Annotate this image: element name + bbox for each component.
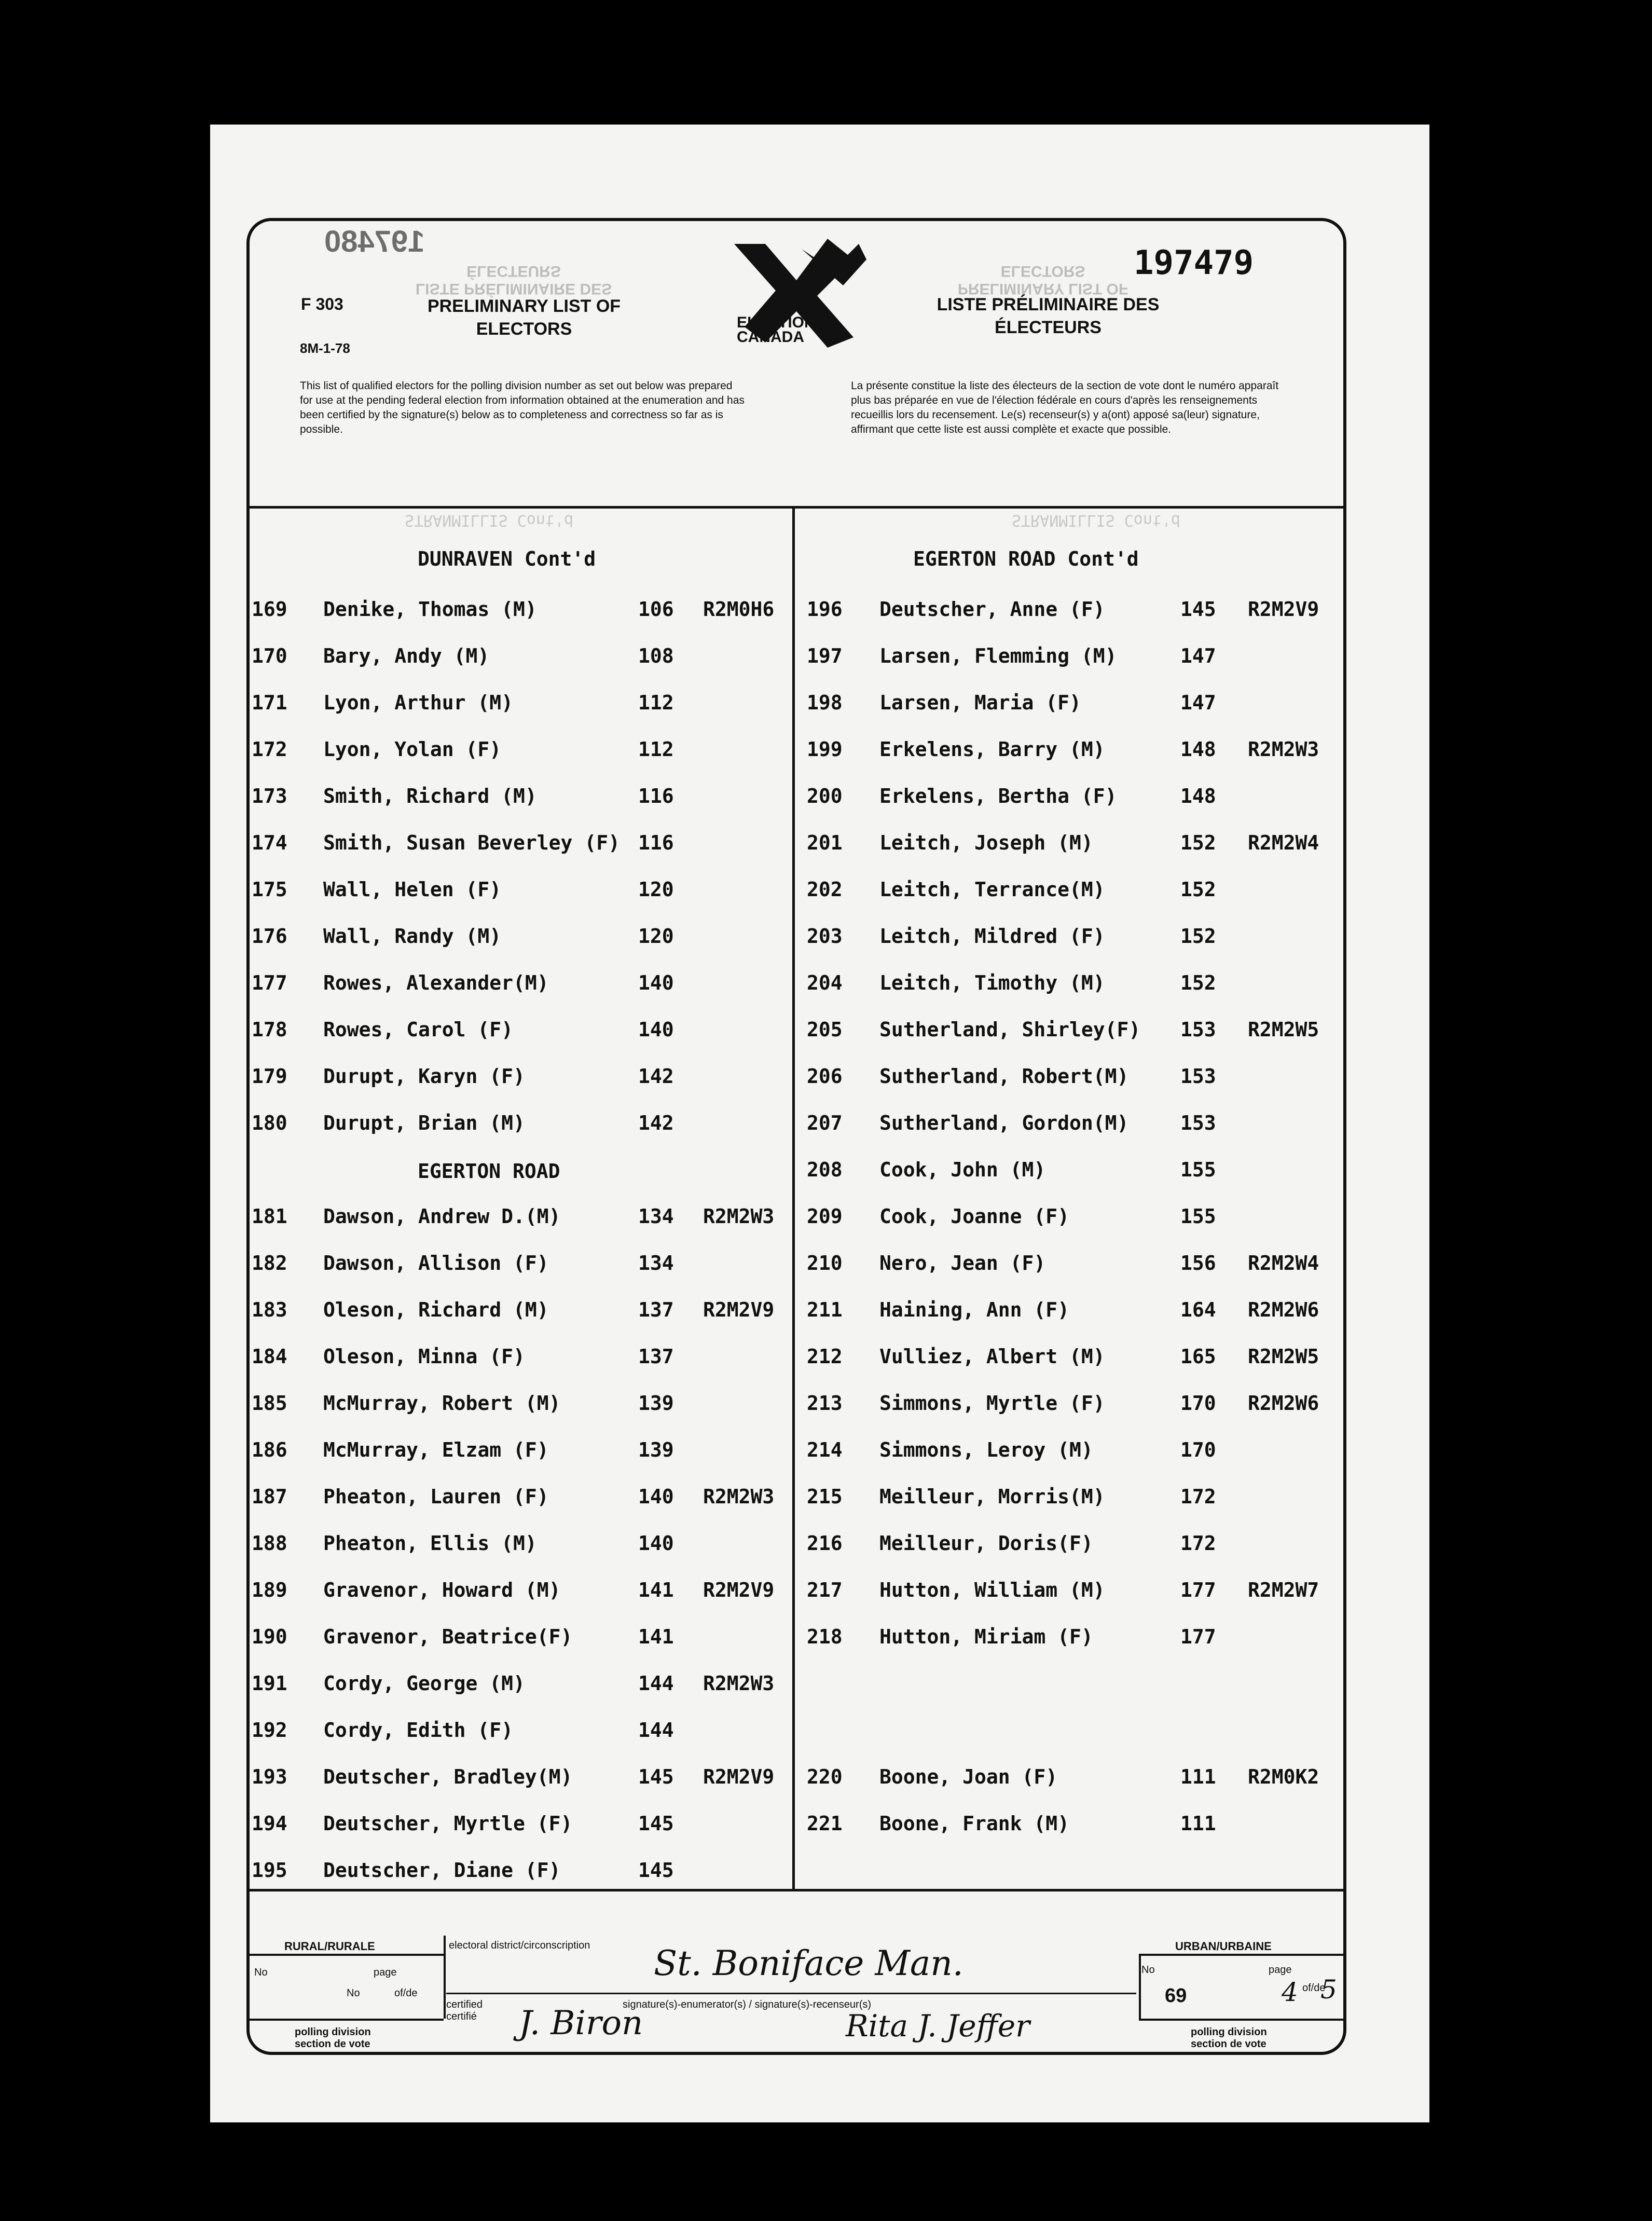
table-row bbox=[807, 585, 1341, 632]
footer-box-right-side bbox=[1139, 1954, 1141, 2019]
elector-number: 191 bbox=[252, 1672, 287, 1695]
postal-code: R2M2V9 bbox=[703, 1298, 775, 1321]
district-label: electoral district/circonscription bbox=[449, 1940, 590, 1951]
elector-number: 176 bbox=[252, 925, 287, 948]
elector-number: 220 bbox=[807, 1765, 843, 1788]
no-label-2: No bbox=[347, 1987, 360, 1999]
elector-name: Gravenor, Howard (M) bbox=[323, 1579, 561, 1601]
polling-number: 69 bbox=[1165, 1985, 1187, 2007]
elector-number: 183 bbox=[252, 1298, 287, 1321]
elector-number: 189 bbox=[252, 1579, 287, 1601]
title-en: PRELIMINARY LIST OF ELECTORS bbox=[427, 296, 621, 339]
street-number: 164 bbox=[1180, 1298, 1216, 1321]
street-number: 134 bbox=[638, 1205, 674, 1228]
postal-code: R2M2V9 bbox=[703, 1765, 775, 1788]
street-number: 140 bbox=[638, 971, 674, 994]
street-number: 112 bbox=[638, 738, 674, 761]
table-row bbox=[807, 819, 1341, 866]
table-row bbox=[252, 1800, 791, 1846]
ghost-section-right: STRANMILLIS Cont'd bbox=[1012, 511, 1181, 529]
table-row bbox=[252, 1286, 791, 1333]
table-row bbox=[807, 1800, 1341, 1846]
street-number: 142 bbox=[638, 1112, 674, 1134]
signature-label: signature(s)-enumerator(s) / signature(s)-recenseur(s) bbox=[623, 1999, 872, 2010]
elector-name: Dawson, Andrew D.(M) bbox=[323, 1205, 561, 1228]
elector-name: Gravenor, Beatrice(F) bbox=[323, 1625, 573, 1648]
elector-number: 170 bbox=[252, 645, 287, 667]
elector-name: Nero, Jean (F) bbox=[879, 1252, 1046, 1274]
elector-name: Deutscher, Bradley(M) bbox=[323, 1765, 573, 1788]
enumerator-signature-1: J. Biron bbox=[519, 2004, 643, 2042]
table-row bbox=[252, 1753, 791, 1800]
ghost-serial: 197480 bbox=[324, 225, 425, 258]
elector-name: Boone, Joan (F) bbox=[879, 1765, 1058, 1788]
elector-name: Hutton, Miriam (F) bbox=[879, 1625, 1093, 1648]
elector-name: Pheaton, Ellis (M) bbox=[323, 1532, 537, 1555]
footer-box-right bbox=[1139, 1954, 1344, 1956]
elector-name: Simmons, Myrtle (F) bbox=[879, 1392, 1105, 1415]
rural-label: RURAL/RURALE bbox=[284, 1940, 375, 1953]
table-row bbox=[807, 1099, 1341, 1146]
street-number: 147 bbox=[1180, 691, 1216, 714]
elector-name: Cook, Joanne (F) bbox=[879, 1205, 1070, 1228]
street-number: 172 bbox=[1180, 1532, 1216, 1555]
street-number: 153 bbox=[1180, 1018, 1216, 1041]
street-number: 177 bbox=[1180, 1625, 1216, 1648]
table-row bbox=[252, 679, 791, 725]
street-number: 106 bbox=[638, 598, 674, 621]
street-number: 153 bbox=[1180, 1112, 1216, 1134]
logo-text: ELECTIONS CANADA bbox=[737, 314, 826, 346]
elector-number: 207 bbox=[807, 1112, 843, 1134]
table-row bbox=[252, 1239, 791, 1286]
intro-fr: La présente constitue la liste des électeurs de la section de vote dont le numéro apparaît plus bas préparée en vue de l'élection fédérale en cours d'après les renseignements recueillis lors du recensement. Le(s) recenseur(s) y a(ont) apposé sa(leur) signature, affirmant que cette liste est aussi complète et exacte que possible. bbox=[851, 380, 1279, 435]
header-divider bbox=[248, 506, 1345, 509]
elector-number: 216 bbox=[807, 1532, 843, 1555]
elector-name: Haining, Ann (F) bbox=[879, 1298, 1070, 1321]
elector-name: Durupt, Karyn (F) bbox=[323, 1065, 525, 1088]
street-number: 144 bbox=[638, 1719, 674, 1742]
elector-number: 172 bbox=[252, 738, 287, 761]
street-number: 116 bbox=[638, 785, 674, 807]
elector-number: 211 bbox=[807, 1298, 843, 1321]
form-date: 8M-1-78 bbox=[300, 340, 350, 356]
elector-number: 185 bbox=[252, 1392, 287, 1415]
postal-code: R2M2W4 bbox=[1248, 831, 1319, 854]
elector-number: 203 bbox=[807, 925, 843, 948]
street-number: 152 bbox=[1180, 971, 1216, 994]
elector-name: McMurray, Elzam (F) bbox=[323, 1438, 549, 1461]
intro-en: This list of qualified electors for the polling division number as set out below was prepared for use at the pending federal election from information obtained at the enumeration and has been certified by the signature(s) below as to completeness and correctness so far as is possible. bbox=[300, 380, 745, 435]
elector-name: Larsen, Maria (F) bbox=[879, 691, 1081, 714]
section-heading: EGERTON ROAD bbox=[418, 1160, 560, 1183]
elector-number: 188 bbox=[252, 1532, 287, 1555]
elector-number: 173 bbox=[252, 785, 287, 807]
elector-number: 181 bbox=[252, 1205, 287, 1228]
elector-name: Sutherland, Shirley(F) bbox=[879, 1018, 1141, 1041]
elector-name: Erkelens, Bertha (F) bbox=[879, 785, 1117, 807]
table-row bbox=[252, 959, 791, 1006]
elector-number: 198 bbox=[807, 691, 843, 714]
table-row bbox=[252, 1706, 791, 1753]
table-row bbox=[252, 725, 791, 772]
elector-name: Wall, Helen (F) bbox=[323, 878, 502, 901]
elector-name: Cordy, George (M) bbox=[323, 1672, 525, 1695]
street-number: 148 bbox=[1180, 738, 1216, 761]
table-row bbox=[807, 1286, 1341, 1333]
street-number: 137 bbox=[638, 1345, 674, 1368]
elector-name: Rowes, Carol (F) bbox=[323, 1018, 514, 1041]
postal-code: R2M2W7 bbox=[1248, 1579, 1319, 1601]
table-row bbox=[252, 1333, 791, 1379]
street-number: 140 bbox=[638, 1018, 674, 1041]
table-row bbox=[807, 1052, 1341, 1099]
elector-number: 208 bbox=[807, 1158, 843, 1181]
table-row bbox=[252, 1613, 791, 1660]
table-row bbox=[252, 1192, 791, 1239]
page-of: 5 bbox=[1320, 1975, 1337, 2005]
elector-name: Deutscher, Anne (F) bbox=[879, 598, 1105, 621]
table-row bbox=[252, 1099, 791, 1146]
street-number: 145 bbox=[638, 1812, 674, 1835]
column-divider bbox=[792, 506, 795, 1889]
street-number: 152 bbox=[1180, 878, 1216, 901]
table-row bbox=[807, 1753, 1341, 1800]
table-row bbox=[252, 1519, 791, 1566]
elector-name: Durupt, Brian (M) bbox=[323, 1112, 525, 1134]
street-number: 142 bbox=[638, 1065, 674, 1088]
elector-name: Leitch, Joseph (M) bbox=[879, 831, 1093, 854]
table-row bbox=[252, 1473, 791, 1519]
elector-number: 184 bbox=[252, 1345, 287, 1368]
street-number: 145 bbox=[1180, 598, 1216, 621]
no-label: No bbox=[254, 1967, 268, 1978]
table-row bbox=[807, 1239, 1341, 1286]
elections-canada-logo bbox=[724, 228, 869, 353]
footer-box-left-base bbox=[249, 2019, 444, 2021]
elector-name: Leitch, Mildred (F) bbox=[879, 925, 1105, 948]
elector-name: Lyon, Yolan (F) bbox=[323, 738, 502, 761]
table-row bbox=[807, 1192, 1341, 1239]
elector-number: 197 bbox=[807, 645, 843, 667]
street-number: 170 bbox=[1180, 1392, 1216, 1415]
table-row bbox=[252, 1426, 791, 1473]
postal-code: R2M2W3 bbox=[703, 1205, 775, 1228]
table-row bbox=[252, 1006, 791, 1052]
elector-number: 174 bbox=[252, 831, 287, 854]
elector-number: 214 bbox=[807, 1438, 843, 1461]
table-row bbox=[807, 1426, 1341, 1473]
table-row bbox=[807, 1473, 1341, 1519]
street-number: 139 bbox=[638, 1438, 674, 1461]
elector-number: 221 bbox=[807, 1812, 843, 1835]
elector-number: 205 bbox=[807, 1018, 843, 1041]
title-fr: LISTE PRÉLIMINAIRE DES ÉLECTEURS bbox=[937, 295, 1160, 337]
ghost-section-left: STRANMILLIS Cont'd bbox=[405, 511, 574, 529]
elector-name: Pheaton, Lauren (F) bbox=[323, 1485, 549, 1508]
table-row bbox=[252, 1566, 791, 1613]
table-row bbox=[252, 1379, 791, 1426]
elector-number: 204 bbox=[807, 971, 843, 994]
elector-number: 193 bbox=[252, 1765, 287, 1788]
elector-name: Oleson, Richard (M) bbox=[323, 1298, 549, 1321]
postal-code: R2M2V9 bbox=[1248, 598, 1319, 621]
table-row bbox=[807, 725, 1341, 772]
elector-number: 217 bbox=[807, 1579, 843, 1601]
postal-code: R2M2V9 bbox=[703, 1579, 775, 1601]
elector-number: 194 bbox=[252, 1812, 287, 1835]
of-label-right: of/de bbox=[1302, 1982, 1326, 1994]
street-number: 141 bbox=[638, 1625, 674, 1648]
serial-number: 197479 bbox=[1134, 244, 1254, 282]
table-row bbox=[807, 866, 1341, 912]
elector-number: 209 bbox=[807, 1205, 843, 1228]
street-number: 134 bbox=[638, 1252, 674, 1274]
table-row bbox=[252, 1052, 791, 1099]
page-label-right: page bbox=[1269, 1964, 1292, 1976]
footer-box-right-base bbox=[1139, 2019, 1344, 2021]
street-number: 116 bbox=[638, 831, 674, 854]
table-row bbox=[252, 1660, 791, 1706]
table-row bbox=[807, 1006, 1341, 1052]
table-row bbox=[807, 632, 1341, 679]
street-number: 111 bbox=[1180, 1765, 1216, 1788]
street-number: 172 bbox=[1180, 1485, 1216, 1508]
street-number: 177 bbox=[1180, 1579, 1216, 1601]
ghost-title-en: PRELIMINARY LIST OF ELECTORS bbox=[957, 263, 1128, 297]
postal-code: R2M0K2 bbox=[1248, 1765, 1319, 1788]
elector-number: 182 bbox=[252, 1252, 287, 1274]
postal-code: R2M2W4 bbox=[1248, 1252, 1319, 1274]
street-number: 148 bbox=[1180, 785, 1216, 807]
section-heading: EGERTON ROAD Cont'd bbox=[913, 547, 1139, 570]
elector-name: Rowes, Alexander(M) bbox=[323, 971, 549, 994]
street-number: 145 bbox=[638, 1765, 674, 1788]
elector-number: 190 bbox=[252, 1625, 287, 1648]
elector-number: 202 bbox=[807, 878, 843, 901]
elector-number: 171 bbox=[252, 691, 287, 714]
elector-name: Denike, Thomas (M) bbox=[323, 598, 537, 621]
polling-division-label: polling division section de vote bbox=[295, 2026, 371, 2050]
elector-number: 206 bbox=[807, 1065, 843, 1088]
street-number: 145 bbox=[638, 1859, 674, 1882]
table-row bbox=[252, 912, 791, 959]
elector-name: Deutscher, Myrtle (F) bbox=[323, 1812, 573, 1835]
elector-number: 218 bbox=[807, 1625, 843, 1648]
elector-number: 200 bbox=[807, 785, 843, 807]
elector-number: 215 bbox=[807, 1485, 843, 1508]
elector-name: Oleson, Minna (F) bbox=[323, 1345, 525, 1368]
elector-name: Erkelens, Barry (M) bbox=[879, 738, 1105, 761]
elector-name: Bary, Andy (M) bbox=[323, 645, 490, 667]
postal-code: R2M2W5 bbox=[1248, 1345, 1319, 1368]
elector-name: Smith, Richard (M) bbox=[323, 785, 537, 807]
street-number: 112 bbox=[638, 691, 674, 714]
street-number: 111 bbox=[1180, 1812, 1216, 1835]
ghost-title-fr: LISTE PRÉLIMINAIRE DES ÉLECTEURS bbox=[415, 263, 612, 297]
elector-number: 201 bbox=[807, 831, 843, 854]
street-number: 156 bbox=[1180, 1252, 1216, 1274]
street-number: 137 bbox=[638, 1298, 674, 1321]
elector-name: Wall, Randy (M) bbox=[323, 925, 502, 948]
street-number: 153 bbox=[1180, 1065, 1216, 1088]
elector-name: Smith, Susan Beverley (F) bbox=[323, 831, 620, 854]
postal-code: R2M2W3 bbox=[1248, 738, 1319, 761]
table-row bbox=[252, 632, 791, 679]
elector-number: 212 bbox=[807, 1345, 843, 1368]
page-label: page bbox=[374, 1967, 397, 1978]
elector-number: 175 bbox=[252, 878, 287, 901]
table-row bbox=[807, 912, 1341, 959]
elector-number: 187 bbox=[252, 1485, 287, 1508]
street-number: 140 bbox=[638, 1532, 674, 1555]
elector-name: Cook, John (M) bbox=[879, 1158, 1046, 1181]
elector-number: 195 bbox=[252, 1859, 287, 1882]
street-number: 120 bbox=[638, 925, 674, 948]
table-row bbox=[807, 679, 1341, 725]
table-row bbox=[807, 959, 1341, 1006]
table-row bbox=[807, 1519, 1341, 1566]
elector-name: Cordy, Edith (F) bbox=[323, 1719, 514, 1742]
elector-name: Sutherland, Robert(M) bbox=[879, 1065, 1129, 1088]
street-number: 155 bbox=[1180, 1205, 1216, 1228]
street-number: 120 bbox=[638, 878, 674, 901]
elector-name: Dawson, Allison (F) bbox=[323, 1252, 549, 1274]
street-number: 155 bbox=[1180, 1158, 1216, 1181]
elector-number: 210 bbox=[807, 1252, 843, 1274]
postal-code: R2M2W6 bbox=[1248, 1298, 1319, 1321]
no-label-right: No bbox=[1141, 1964, 1155, 1976]
table-row bbox=[807, 1566, 1341, 1613]
street-number: 144 bbox=[638, 1672, 674, 1695]
district-handwritten: St. Boniface Man. bbox=[654, 1943, 963, 1983]
street-number: 165 bbox=[1180, 1345, 1216, 1368]
table-row bbox=[252, 585, 791, 632]
signature-line bbox=[446, 1993, 1136, 1994]
street-number: 152 bbox=[1180, 831, 1216, 854]
table-row bbox=[252, 819, 791, 866]
elector-number: 169 bbox=[252, 598, 287, 621]
table-row bbox=[252, 866, 791, 912]
of-label: of/de bbox=[394, 1987, 418, 1999]
street-number: 139 bbox=[638, 1392, 674, 1415]
elector-number: 213 bbox=[807, 1392, 843, 1415]
street-number: 152 bbox=[1180, 925, 1216, 948]
street-number: 140 bbox=[638, 1485, 674, 1508]
elector-name: Lyon, Arthur (M) bbox=[323, 691, 514, 714]
postal-code: R2M2W5 bbox=[1248, 1018, 1319, 1041]
elector-number: 186 bbox=[252, 1438, 287, 1461]
footer-box-left-side bbox=[444, 1936, 446, 2019]
postal-code: R2M0H6 bbox=[703, 598, 775, 621]
elector-name: Larsen, Flemming (M) bbox=[879, 645, 1117, 667]
table-row bbox=[807, 772, 1341, 819]
street-number: 170 bbox=[1180, 1438, 1216, 1461]
street-number: 141 bbox=[638, 1579, 674, 1601]
footer-box-left bbox=[249, 1954, 444, 1956]
urban-label: URBAN/URBAINE bbox=[1175, 1940, 1272, 1953]
enumerator-signature-2: Rita J. Jeffer bbox=[846, 2008, 1030, 2044]
elector-name: Hutton, William (M) bbox=[879, 1579, 1105, 1601]
page-number: 4 bbox=[1282, 1977, 1298, 2007]
street-number: 108 bbox=[638, 645, 674, 667]
elector-name: Meilleur, Doris(F) bbox=[879, 1532, 1093, 1555]
elector-number: 179 bbox=[252, 1065, 287, 1088]
elector-name: Leitch, Terrance(M) bbox=[879, 878, 1105, 901]
street-number: 147 bbox=[1180, 645, 1216, 667]
elector-number: 196 bbox=[807, 598, 843, 621]
elector-name: Sutherland, Gordon(M) bbox=[879, 1112, 1129, 1134]
table-row bbox=[252, 1846, 791, 1893]
elector-number: 192 bbox=[252, 1719, 287, 1742]
elector-number: 178 bbox=[252, 1018, 287, 1041]
table-row bbox=[807, 1613, 1341, 1660]
table-row bbox=[252, 772, 791, 819]
elector-name: Vulliez, Albert (M) bbox=[879, 1345, 1105, 1368]
postal-code: R2M2W3 bbox=[703, 1485, 775, 1508]
form-id: F 303 bbox=[301, 295, 343, 313]
postal-code: R2M2W6 bbox=[1248, 1392, 1319, 1415]
elector-name: Simmons, Leroy (M) bbox=[879, 1438, 1093, 1461]
elector-number: 199 bbox=[807, 738, 843, 761]
elector-name: Leitch, Timothy (M) bbox=[879, 971, 1105, 994]
elector-name: Deutscher, Diane (F) bbox=[323, 1859, 561, 1882]
table-row bbox=[807, 1379, 1341, 1426]
table-row bbox=[807, 1706, 1341, 1753]
elector-number: 177 bbox=[252, 971, 287, 994]
certified-label: certified certifié bbox=[446, 1999, 483, 2022]
table-row bbox=[807, 1333, 1341, 1379]
table-row bbox=[807, 1146, 1341, 1192]
postal-code: R2M2W3 bbox=[703, 1672, 775, 1695]
elector-number: 180 bbox=[252, 1112, 287, 1134]
elector-name: Boone, Frank (M) bbox=[879, 1812, 1070, 1835]
section-heading: DUNRAVEN Cont'd bbox=[418, 547, 596, 570]
elector-name: Meilleur, Morris(M) bbox=[879, 1485, 1105, 1508]
polling-division-label-right: polling division section de vote bbox=[1191, 2026, 1267, 2050]
elector-name: McMurray, Robert (M) bbox=[323, 1392, 561, 1415]
